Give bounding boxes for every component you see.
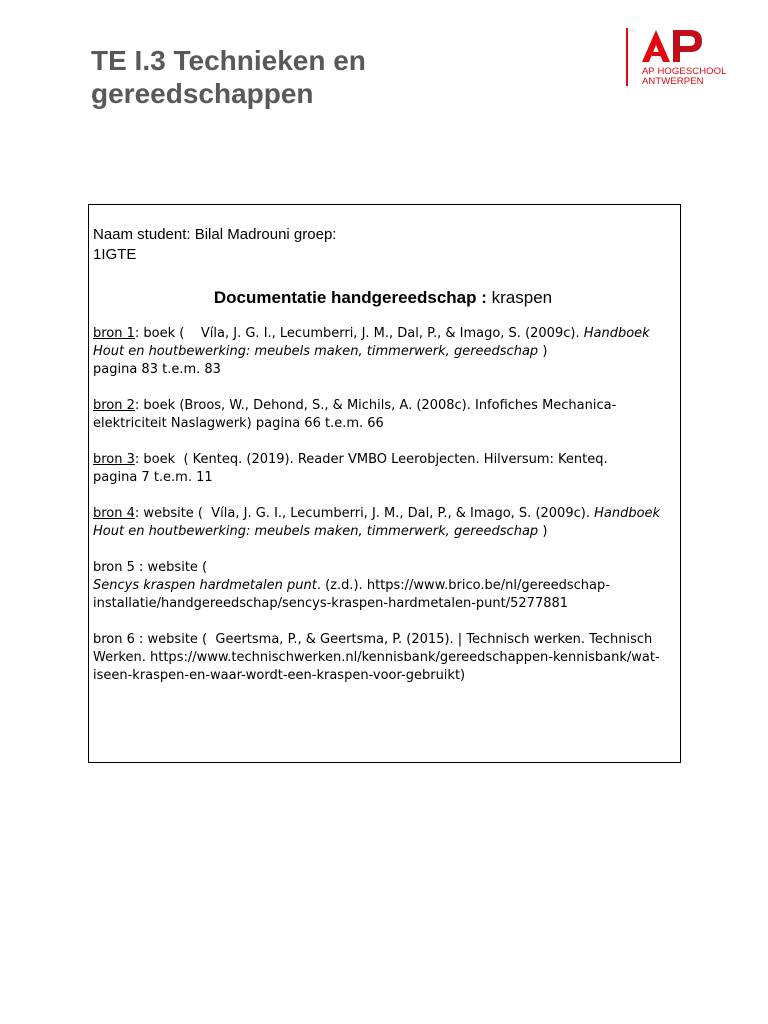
source-text: . (z.d.). https://www.brico.be/nl/gereedschap-installatie/handgereedschap/sencys-kraspen-hardmetalen-punt/5277881 bbox=[93, 578, 610, 611]
source-text: (Broos, W., Dehond, S., & Michils, A. (2008c). Infofiches Mechanica-elektriciteit Naslagwerk) pagina 66 t.e.m. 66 bbox=[93, 398, 617, 431]
source-label: bron 5 : website ( bbox=[93, 560, 208, 575]
ap-hogeschool-logo bbox=[622, 26, 732, 88]
source-label: bron 3 bbox=[93, 452, 135, 467]
source-2 bbox=[93, 397, 673, 433]
source-3 bbox=[93, 451, 673, 487]
source-label: bron 1 bbox=[93, 326, 135, 341]
source-pages: pagina 7 t.e.m. 11 bbox=[93, 470, 213, 485]
source-label: bron 6 : website ( bbox=[93, 632, 208, 647]
source-title: Handboek Hout en houtbewerking: meubels maken, timmerwerk, gereedschap bbox=[93, 326, 650, 359]
source-text: Víla, J. G. I., Lecumberri, J. M., Dal, P., & Imago, S. (2009c). bbox=[211, 506, 590, 521]
source-text: ( Kenteq. (2019). Reader VMBO Leerobjecten. Hilversum: Kenteq. bbox=[183, 452, 608, 467]
source-label: bron 4 bbox=[93, 506, 135, 521]
logo-divider bbox=[626, 28, 628, 86]
logo-line-2: ANTWERPEN bbox=[642, 76, 704, 87]
source-close: ) bbox=[542, 344, 548, 359]
source-title: Handboek Hout en houtbewerking: meubels maken, timmerwerk, gereedschap bbox=[93, 506, 661, 539]
source-label: bron 2 bbox=[93, 398, 135, 413]
source-6 bbox=[93, 631, 673, 685]
student-name: Naam student: Bilal Madrouni groep: bbox=[93, 226, 337, 243]
document-heading bbox=[93, 287, 673, 309]
source-1 bbox=[93, 325, 673, 379]
source-type: : website ( bbox=[134, 506, 204, 521]
source-5 bbox=[93, 559, 673, 613]
documentation-box bbox=[88, 204, 681, 763]
student-group: 1IGTE bbox=[93, 246, 137, 263]
source-pages: pagina 83 t.e.m. 83 bbox=[93, 362, 221, 377]
source-close: ) bbox=[542, 524, 548, 539]
source-title: Sencys kraspen hardmetalen punt bbox=[93, 578, 317, 593]
student-info bbox=[93, 225, 673, 265]
source-type: : boek bbox=[134, 398, 176, 413]
logo-line-1: AP HOGESCHOOL bbox=[642, 66, 727, 77]
source-type: : boek ( bbox=[134, 326, 185, 341]
heading-tool: kraspen bbox=[491, 288, 553, 307]
source-type: : boek bbox=[134, 452, 176, 467]
source-text: Víla, J. G. I., Lecumberri, J. M., Dal, P., & Imago, S. (2009c). bbox=[200, 326, 580, 341]
ap-logo-icon bbox=[640, 28, 710, 64]
source-4 bbox=[93, 505, 673, 541]
page-title: TE I.3 Technieken en gereedschappen bbox=[91, 45, 366, 109]
source-text: Geertsma, P., & Geertsma, P. (2015). | Technisch werken. Technisch Werken. https://www.technischwerken.nl/kennisbank/gereedschappen-kennisbank/wat-iseen-kraspen-en-waar-wordt-een-kraspen-voor-gebruikt) bbox=[93, 632, 660, 683]
heading-bold: Documentatie handgereedschap : bbox=[213, 288, 487, 307]
